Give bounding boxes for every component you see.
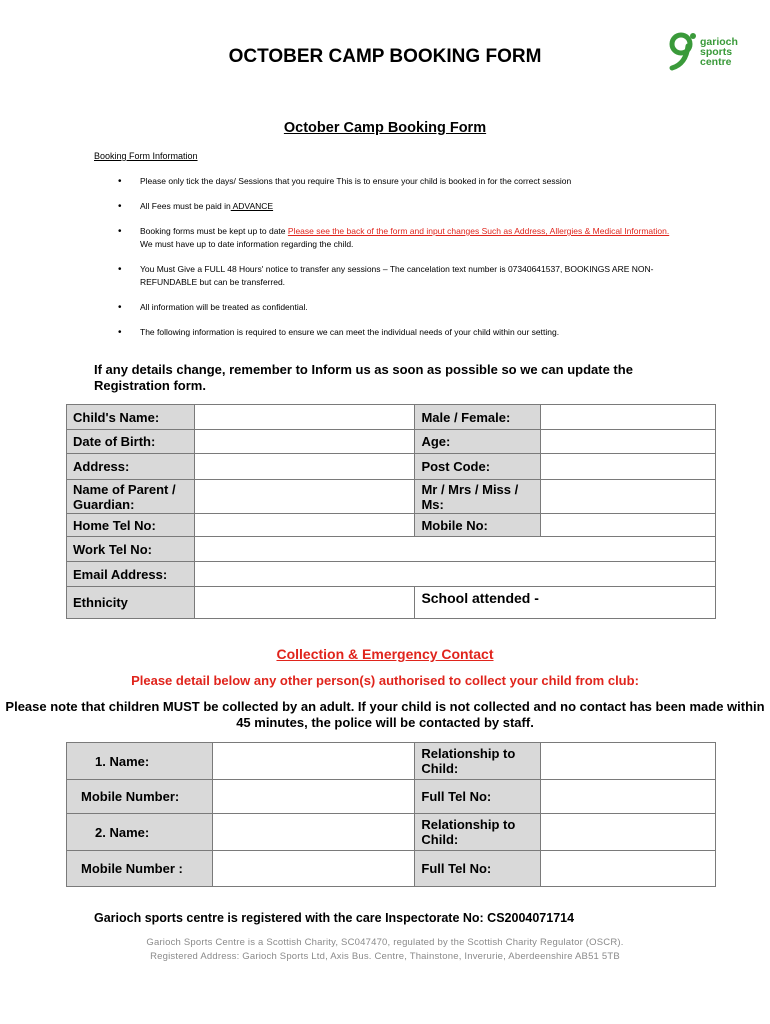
- bullet-text: All information will be treated as confidential.: [140, 302, 308, 312]
- bullet-dot: •: [118, 176, 122, 187]
- contact-1-mobile-field[interactable]: [212, 780, 415, 814]
- contact-2-name-label: 2. Name:: [67, 814, 213, 851]
- post-code-label: Post Code:: [415, 454, 541, 480]
- dob-field[interactable]: [194, 430, 415, 454]
- bullet-item: [118, 263, 678, 289]
- bullet-text: You Must Give a FULL 48 Hours' notice to transfer any sessions – The cancelation text number is 07340641537, BOOKINGS ARE NON-REFUNDABLE but can be transferred.: [140, 264, 654, 287]
- contact-2-full-tel-label: Full Tel No:: [415, 851, 541, 887]
- email-label: Email Address:: [67, 562, 195, 587]
- update-notice: If any details change, remember to Inform us as soon as possible so we can update the Registration form.: [94, 362, 633, 393]
- contact-2-name-field[interactable]: [212, 814, 415, 851]
- contact-2-relationship-label: Relationship to Child:: [415, 814, 541, 851]
- title-label: Mr / Mrs / Miss / Ms:: [415, 480, 541, 514]
- contact-1-full-tel-label: Full Tel No:: [415, 780, 541, 814]
- form-subtitle: October Camp Booking Form: [283, 120, 487, 136]
- bullet-text: Booking forms must be kept up to date: [140, 226, 288, 236]
- logo-line-3: centre: [700, 56, 732, 68]
- collection-contact-table: [66, 742, 716, 887]
- post-code-field[interactable]: [541, 454, 716, 480]
- contact-2-mobile-field[interactable]: [212, 851, 415, 887]
- care-inspectorate-text: Garioch sports centre is registered with the care Inspectorate No: CS2004071714: [94, 911, 575, 925]
- childs-name-field[interactable]: [194, 405, 415, 430]
- bullet-item: [118, 225, 678, 251]
- email-field[interactable]: [194, 562, 715, 587]
- parent-name-label: Name of Parent / Guardian:: [67, 480, 195, 514]
- collection-note: Please note that children MUST be collected by an adult. If your child is not collected and no contact has been made within 45 minutes, the police will be contacted by staff.: [5, 699, 765, 730]
- bullet-item: [118, 200, 678, 213]
- footer: [0, 936, 770, 964]
- dob-label: Date of Birth:: [67, 430, 195, 454]
- garioch-logo: [664, 30, 754, 74]
- bullet-dot: •: [118, 201, 122, 212]
- contact-1-relationship-field[interactable]: [541, 743, 716, 780]
- parent-name-field[interactable]: [194, 480, 415, 514]
- male-female-field[interactable]: [541, 405, 716, 430]
- bullet-item: [118, 175, 678, 188]
- contact-2-relationship-field[interactable]: [541, 814, 716, 851]
- contact-2-mobile-label: Mobile Number :: [67, 851, 213, 887]
- bullet-red-text: Please see the back of the form and input changes Such as Address, Allergies & Medical Information.: [287, 226, 670, 236]
- age-label: Age:: [415, 430, 541, 454]
- contact-2-full-tel-field[interactable]: [541, 851, 716, 887]
- address-field[interactable]: [194, 454, 415, 480]
- mobile-label: Mobile No:: [415, 514, 541, 537]
- collection-instruction: Please detail below any other person(s) authorised to collect your child from club:: [131, 673, 639, 688]
- bullet-dot: •: [118, 327, 122, 338]
- logo-text: [700, 37, 738, 67]
- title-field[interactable]: [541, 480, 716, 514]
- bullet-text: All Fees must be paid in: [140, 201, 231, 211]
- bullet-dot: •: [118, 264, 122, 275]
- collection-title: Collection & Emergency Contact: [276, 646, 494, 662]
- work-tel-label: Work Tel No:: [67, 537, 195, 562]
- info-heading: Booking Form Information: [94, 151, 198, 161]
- contact-1-full-tel-field[interactable]: [541, 780, 716, 814]
- bullet-dot: •: [118, 226, 122, 237]
- info-bullets: [118, 175, 678, 351]
- male-female-label: Male / Female:: [415, 405, 541, 430]
- childs-name-label: Child's Name:: [67, 405, 195, 430]
- address-label: Address:: [67, 454, 195, 480]
- work-tel-field[interactable]: [194, 537, 715, 562]
- garioch-logo-icon: [664, 30, 700, 74]
- bullet-item: [118, 301, 678, 314]
- bullet-dot: •: [118, 302, 122, 313]
- contact-1-relationship-label: Relationship to Child:: [415, 743, 541, 780]
- footer-line-1: Garioch Sports Centre is a Scottish Charity, SC047470, regulated by the Scottish Charity Regulator (OSCR).: [146, 937, 624, 948]
- bullet-text: The following information is required to ensure we can meet the individual needs of your child within our setting.: [140, 327, 560, 337]
- ethnicity-label: Ethnicity: [67, 587, 195, 619]
- advance-text: ADVANCE: [230, 201, 274, 211]
- contact-1-name-label: 1. Name:: [67, 743, 213, 780]
- bullet-text: Please only tick the days/ Sessions that you require This is to ensure your child is booked in for the correct session: [140, 176, 572, 186]
- home-tel-field[interactable]: [194, 514, 415, 537]
- logo-line-2: sports: [700, 46, 733, 58]
- age-field[interactable]: [541, 430, 716, 454]
- ethnicity-field[interactable]: [194, 587, 415, 619]
- page-title: OCTOBER CAMP BOOKING FORM: [228, 46, 542, 67]
- contact-1-name-field[interactable]: [212, 743, 415, 780]
- contact-1-mobile-label: Mobile Number:: [67, 780, 213, 814]
- child-details-table: [66, 404, 716, 619]
- home-tel-label: Home Tel No:: [67, 514, 195, 537]
- footer-line-2: Registered Address: Garioch Sports Ltd, Axis Bus. Centre, Thainstone, Inverurie, Aberdeenshire AB51 5TB: [150, 951, 620, 962]
- bullet-item: [118, 326, 678, 339]
- school-attended-field[interactable]: School attended -: [415, 587, 716, 619]
- bullet-text-suffix: We must have up to date information regarding the child.: [140, 239, 354, 249]
- logo-line-1: garioch: [700, 36, 738, 48]
- mobile-field[interactable]: [541, 514, 716, 537]
